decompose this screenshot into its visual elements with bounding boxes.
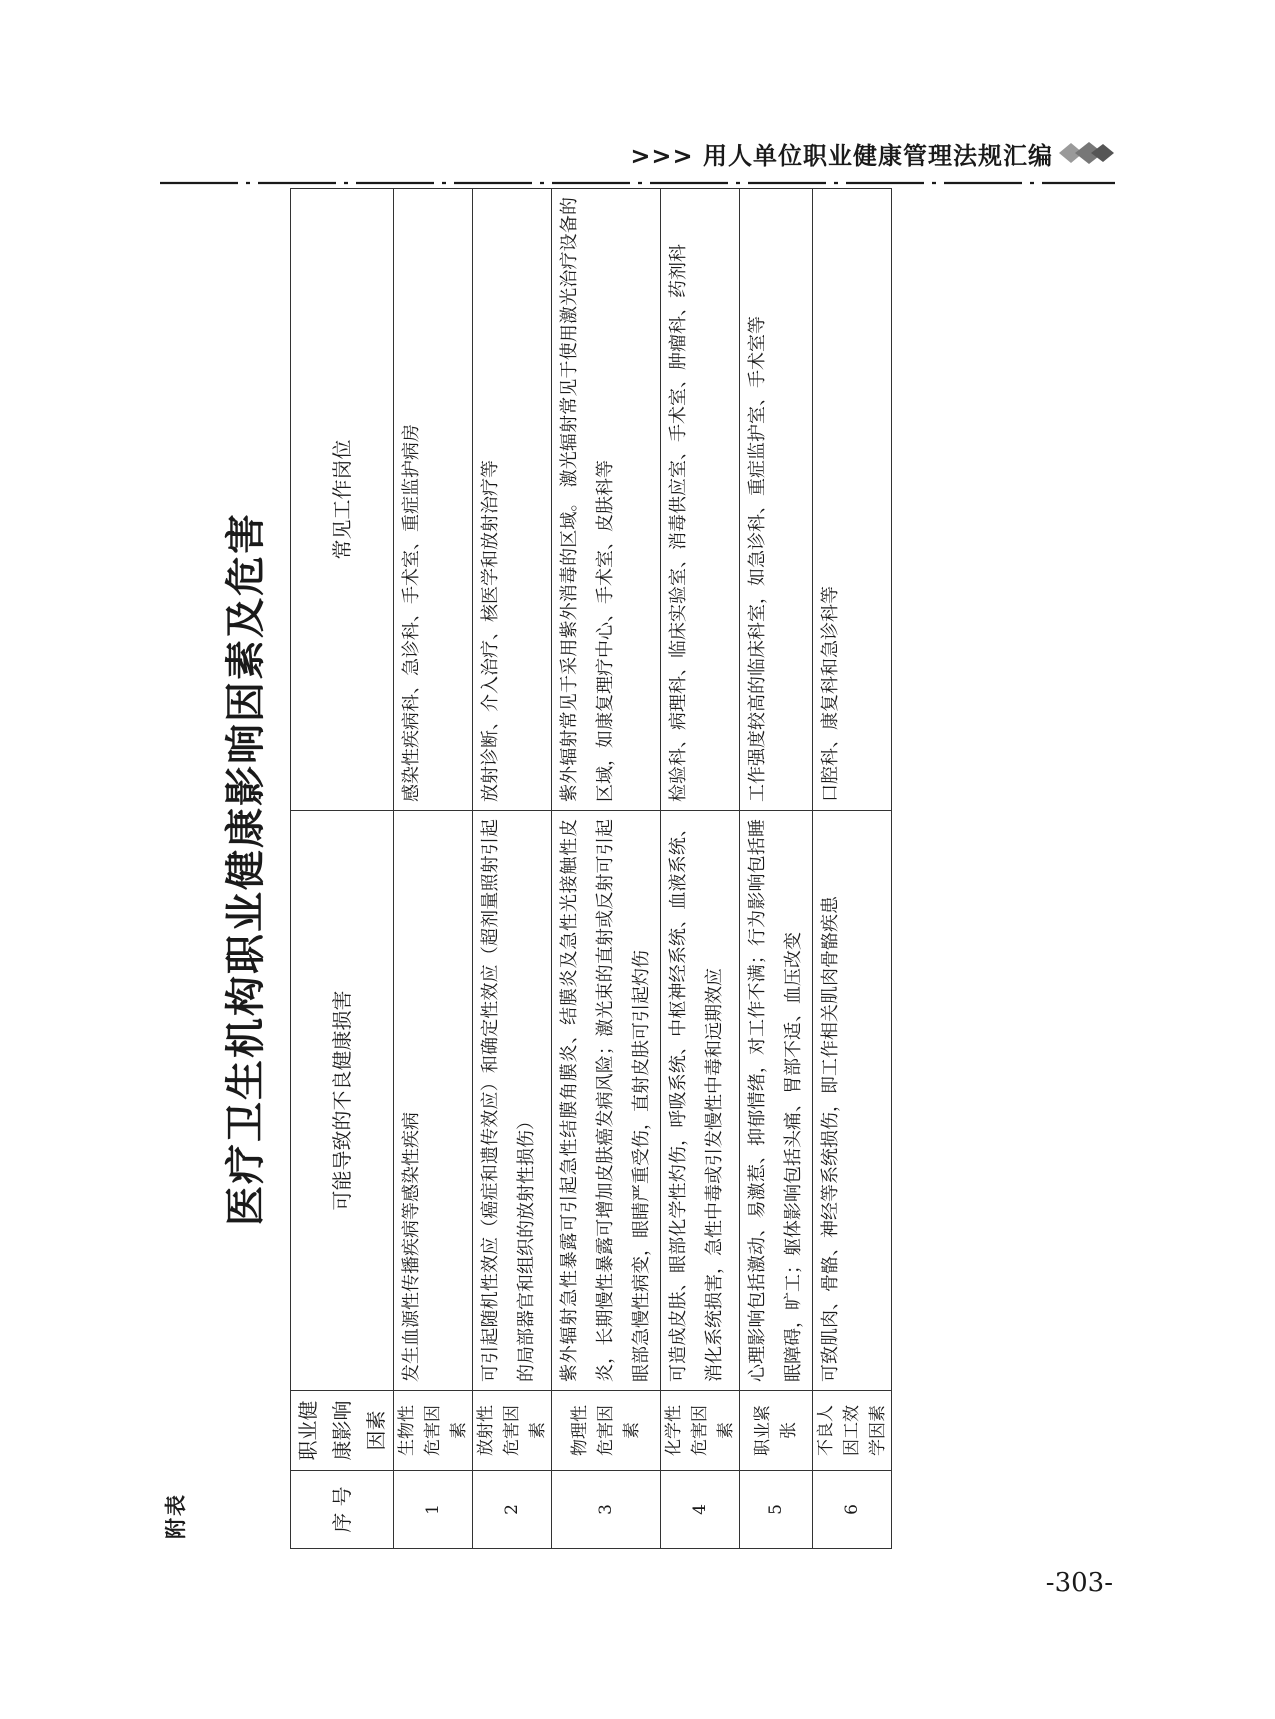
table-header-row	[291, 189, 394, 1549]
hazard-table	[290, 188, 892, 1549]
row-harm: 可造成皮肤、眼部化学性灼伤，呼吸系统、中枢神经系统、血液系统、消化系统损害，急性中毒或引发慢性中毒和远期效应	[661, 811, 740, 1391]
row-factor: 化学性危害因素	[661, 1391, 740, 1471]
table-row	[661, 189, 740, 1549]
header-harm: 可能导致的不良健康损害	[291, 811, 394, 1391]
double-diamond-ornament-icon	[1057, 140, 1115, 166]
running-title: >>> 用人单位职业健康管理法规汇编	[630, 142, 1053, 170]
row-number: 2	[473, 1471, 552, 1549]
row-posts: 紫外辐射常见于采用紫外消毒的区域。 激光辐射常见于使用激光治疗设备的区域，如康复理疗中心、手术室、皮肤科等	[552, 189, 661, 811]
table-row	[473, 189, 552, 1549]
header-rule	[160, 180, 1115, 186]
table-row	[740, 189, 813, 1549]
row-factor: 不良人因工效学因素	[813, 1391, 892, 1471]
row-factor: 生物性危害因素	[394, 1391, 473, 1471]
table-row	[552, 189, 661, 1549]
table-row	[394, 189, 473, 1549]
row-number: 1	[394, 1471, 473, 1549]
rotated-table-page	[160, 189, 970, 1549]
row-posts: 口腔科、康复科和急诊科等	[813, 189, 892, 811]
row-harm: 可引起随机性效应（癌症和遗传效应）和确定性效应（超剂量照射引起的局部器官和组织的放射性损伤）	[473, 811, 552, 1391]
page-title: 医疗卫生机构职业健康影响因素及危害	[222, 512, 269, 1226]
row-factor: 职业紧张	[740, 1391, 813, 1471]
header-factor: 职业健康影响因素	[291, 1391, 394, 1471]
row-harm: 可致肌肉、骨骼、神经等系统损伤，即工作相关肌肉骨骼疾患	[813, 811, 892, 1391]
header-no: 序 号	[291, 1471, 394, 1549]
row-harm: 发生血源性传播疾病等感染性疾病	[394, 811, 473, 1391]
row-number: 4	[661, 1471, 740, 1549]
row-harm: 心理影响包括激动、易激惹、抑郁情绪，对工作不满；行为影响包括睡眠障碍，旷工；躯体影响包括头痛、胃部不适、血压改变	[740, 811, 813, 1391]
row-harm: 紫外辐射急性暴露可引起急性结膜角膜炎、结膜炎及急性光接触性皮炎，长期慢性暴露可增加皮肤癌发病风险；激光束的直射或反射可引起眼部急慢性病变，眼睛严重受伤，直射皮肤可引起灼伤	[552, 811, 661, 1391]
page-number: -303-	[1045, 1568, 1113, 1598]
row-number: 6	[813, 1471, 892, 1549]
row-factor: 放射性危害因素	[473, 1391, 552, 1471]
running-header	[160, 136, 1115, 172]
header-posts: 常见工作岗位	[291, 189, 394, 811]
appendix-label: 附表	[164, 1493, 188, 1539]
row-number: 5	[740, 1471, 813, 1549]
table-row	[813, 189, 892, 1549]
row-number: 3	[552, 1471, 661, 1549]
row-factor: 物理性危害因素	[552, 1391, 661, 1471]
row-posts: 检验科、病理科、临床实验室、消毒供应室、手术室、肿瘤科、药剂科	[661, 189, 740, 811]
row-posts: 放射诊断、介入治疗、核医学和放射治疗等	[473, 189, 552, 811]
row-posts: 感染性疾病科、急诊科、手术室、重症监护病房	[394, 189, 473, 811]
row-posts: 工作强度较高的临床科室，如急诊科、重症监护室、手术室等	[740, 189, 813, 811]
